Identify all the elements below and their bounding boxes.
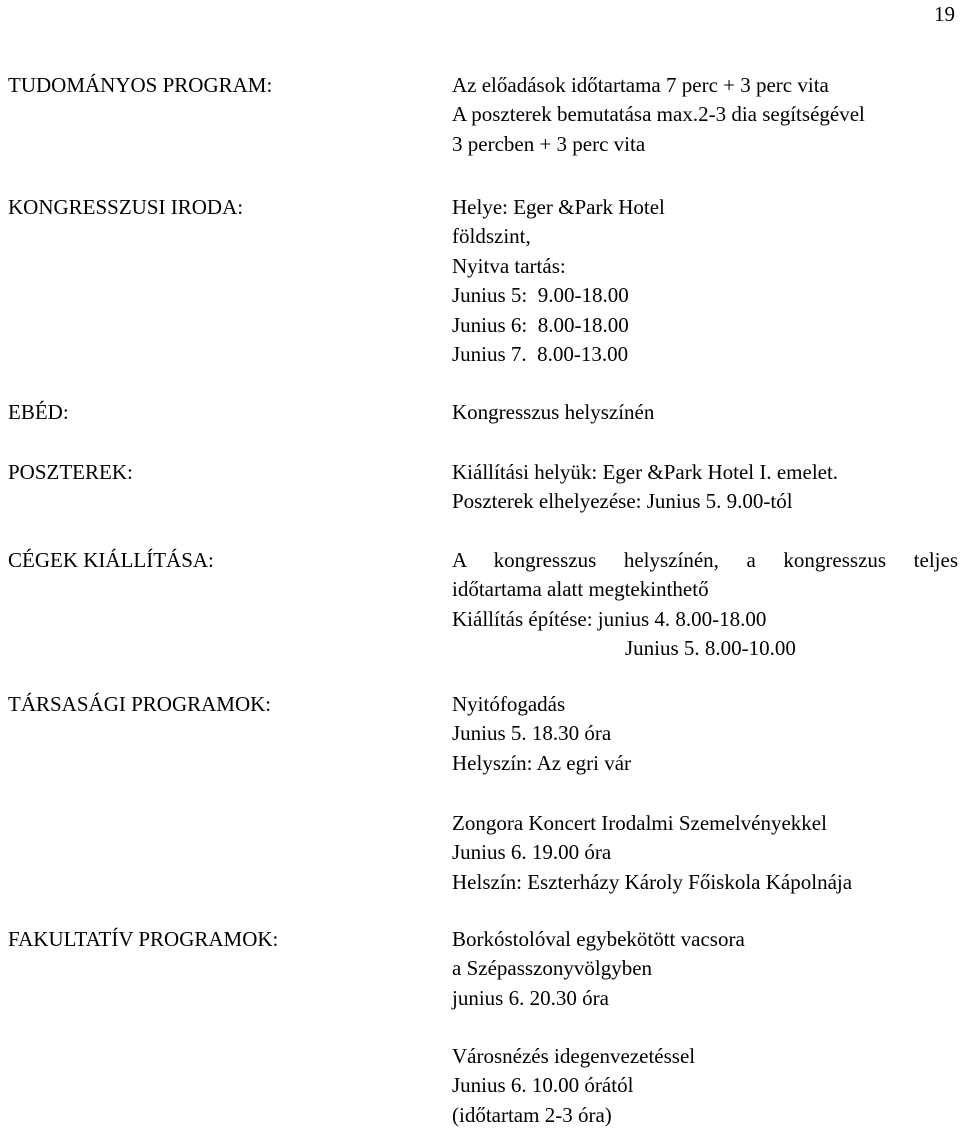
text-line: Nyitófogadás: [452, 692, 566, 716]
text-line: Kiállítás építése: junius 4. 8.00-18.00: [452, 606, 767, 631]
section-label-poszterek: POSZTEREK:: [8, 460, 133, 484]
text-line: Junius 7. 8.00-13.00: [452, 341, 629, 366]
section-label-cegek: CÉGEK KIÁLLÍTÁSA:: [8, 548, 214, 572]
text-line: Helye: Eger &Park Hotel: [452, 195, 665, 219]
text-line: junius 6. 20.30 óra: [452, 985, 609, 1010]
text-line: Poszterek elhelyezése: Junius 5. 9.00-tól: [452, 489, 793, 514]
text-line: Junius 6. 19.00 óra: [452, 840, 612, 865]
text-line: A kongresszus helyszínén, a kongresszus teljes: [452, 548, 958, 572]
section-content-cegek: [452, 546, 958, 664]
section-label-fakultativ: FAKULTATÍV PROGRAMOK:: [8, 927, 279, 951]
section-content-poszterek: [452, 458, 838, 517]
text-line: Nyitva tartás:: [452, 253, 566, 278]
text-line: Junius 6: 8.00-18.00: [452, 312, 629, 337]
text-line-value: Junius 5. 8.00-10.00: [625, 636, 796, 661]
section-content-tudomanyos: [452, 71, 865, 159]
text-line: Kongresszus helyszínén: [452, 400, 655, 424]
text-line: [452, 634, 958, 663]
section-content-iroda: [452, 193, 665, 369]
text-line: 3 percben + 3 perc vita: [452, 131, 646, 156]
section-content-tarsasagi-2: [452, 809, 852, 897]
text-line: Junius 5: 9.00-18.00: [452, 283, 629, 308]
section-label-tudomanyos: TUDOMÁNYOS PROGRAM:: [8, 73, 273, 97]
section-content-fakultativ-1: [452, 925, 745, 1013]
text-line: (időtartam 2-3 óra): [452, 1102, 612, 1127]
text-line: Városnézés idegenvezetéssel: [452, 1044, 696, 1068]
text-line: A poszterek bemutatása max.2-3 dia segítségével: [452, 102, 865, 127]
section-content-fakultativ-2: [452, 1042, 695, 1130]
section-label-tarsasagi: TÁRSASÁGI PROGRAMOK:: [8, 692, 272, 716]
text-line: Kiállítási helyük: Eger &Park Hotel I. emelet.: [452, 460, 839, 484]
text-line: Borkóstolóval egybekötött vacsora: [452, 927, 745, 951]
section-label-iroda: KONGRESSZUSI IRODA:: [8, 195, 244, 219]
section-content-ebed: [452, 398, 654, 427]
text-line: időtartama alatt megtekinthető: [452, 577, 709, 602]
page-number: 19: [934, 2, 955, 26]
text-line: Junius 5. 18.30 óra: [452, 721, 612, 746]
text-line: Helszín: Eszterházy Károly Főiskola Kápolnája: [452, 869, 853, 894]
text-line: Helyszín: Az egri vár: [452, 750, 632, 775]
section-content-tarsasagi-1: [452, 690, 631, 778]
text-line: Az előadások időtartama 7 perc + 3 perc vita: [452, 73, 829, 97]
text-line: a Szépasszonyvölgyben: [452, 956, 653, 981]
text-line: Zongora Koncert Irodalmi Szemelvényekkel: [452, 811, 827, 835]
text-line: Junius 6. 10.00 órától: [452, 1073, 634, 1098]
text-line: földszint,: [452, 224, 531, 249]
section-label-ebed: EBÉD:: [8, 400, 69, 424]
